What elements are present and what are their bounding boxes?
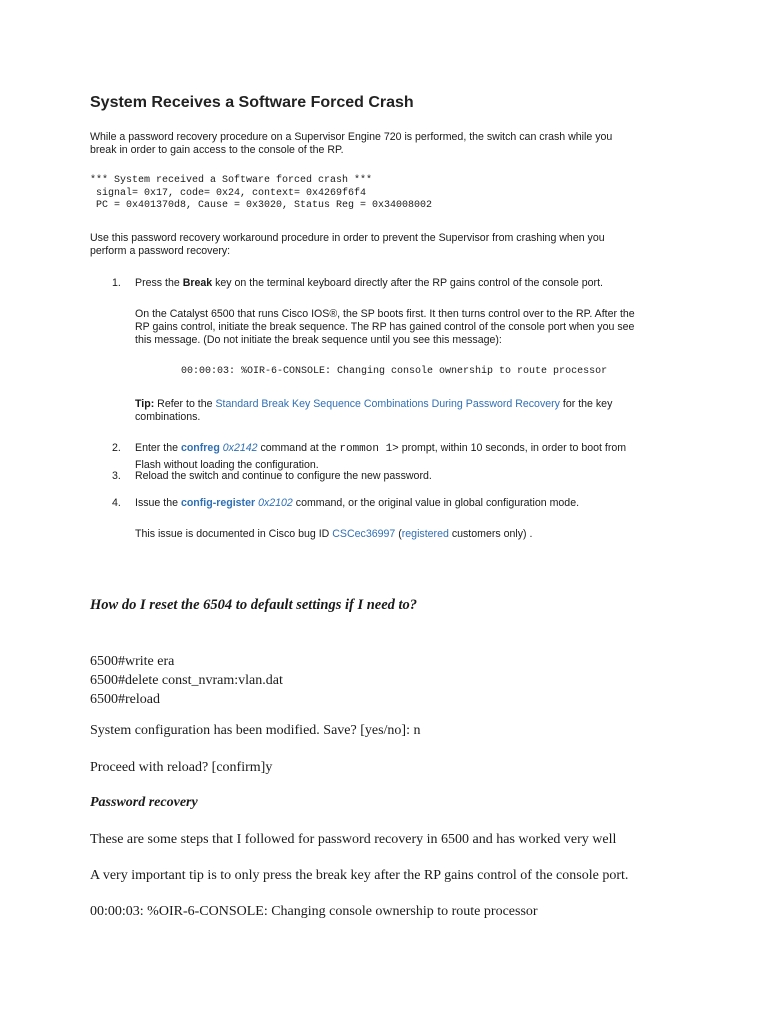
note-line-2: RP gains control, initiate the break sequence. The RP has gained control of the console port when you see bbox=[135, 321, 635, 333]
config-register-argument[interactable]: 0x2102 bbox=[258, 497, 293, 509]
workaround-paragraph bbox=[90, 232, 605, 258]
break-key-label: Break bbox=[182, 277, 213, 289]
tip-block bbox=[135, 398, 612, 424]
step-4-pre: Issue the bbox=[135, 497, 181, 509]
reset-commands bbox=[90, 652, 283, 709]
config-register-command[interactable]: config-register bbox=[180, 497, 256, 509]
tip-line-1 bbox=[135, 398, 612, 411]
bug-post: customers only) . bbox=[448, 528, 533, 540]
step-4-post: command, or the original value in global configuration mode. bbox=[292, 497, 580, 509]
tip-label: Tip: bbox=[135, 398, 155, 410]
save-prompt: System configuration has been modified. Save? [yes/no]: n bbox=[90, 723, 421, 738]
tip-pre: Refer to the bbox=[154, 398, 216, 410]
step-2-post: prompt, within 10 seconds, in order to boot from bbox=[398, 442, 627, 454]
confreg-argument[interactable]: 0x2142 bbox=[222, 442, 258, 454]
confreg-command[interactable]: confreg bbox=[180, 442, 220, 454]
step-4-text bbox=[135, 497, 579, 510]
rommon-prompt: rommon 1> bbox=[339, 443, 399, 455]
note-line-3: this message. (Do not initiate the break sequence until you see this message): bbox=[135, 334, 502, 346]
step-2-pre: Enter the bbox=[135, 442, 181, 454]
bug-id-link[interactable]: CSCec36997 bbox=[332, 528, 396, 540]
break-key-sequence-link[interactable]: Standard Break Key Sequence Combinations During Password Recovery bbox=[215, 398, 560, 410]
intro-line-2: break in order to gain access to the console of the RP. bbox=[90, 144, 344, 156]
bug-open: ( bbox=[395, 528, 402, 540]
step-1-note bbox=[135, 308, 635, 347]
command-reload: 6500#reload bbox=[90, 692, 160, 707]
command-delete-vlan: 6500#delete const_nvram:vlan.dat bbox=[90, 673, 283, 688]
password-recovery-heading: Password recovery bbox=[90, 795, 198, 810]
step-3-number: 3. bbox=[112, 470, 121, 482]
recovery-paragraph-2: A very important tip is to only press the break key after the RP gains control of the console port. bbox=[90, 868, 629, 883]
workaround-line-2: perform a password recovery: bbox=[90, 245, 231, 257]
step-1-pre: Press the bbox=[135, 277, 183, 289]
step-2-mid: command at the bbox=[257, 442, 340, 454]
reset-heading: How do I reset the 6504 to default settings if I need to? bbox=[90, 597, 418, 613]
step-4-number: 4. bbox=[112, 497, 121, 509]
page-title: System Receives a Software Forced Crash bbox=[90, 94, 414, 111]
tip-post: for the key bbox=[559, 398, 613, 410]
intro-paragraph bbox=[90, 131, 612, 157]
step-2-number: 2. bbox=[112, 442, 121, 454]
bug-note bbox=[135, 528, 532, 541]
step-2-line-2: Flash without loading the configuration. bbox=[135, 458, 319, 471]
command-write-erase: 6500#write era bbox=[90, 654, 175, 669]
step-1-text bbox=[135, 277, 603, 290]
step-1-number: 1. bbox=[112, 277, 121, 289]
workaround-line-1: Use this password recovery workaround procedure in order to prevent the Supervisor from crashing when you bbox=[90, 232, 605, 244]
step-1-post: key on the terminal keyboard directly after the RP gains control of the console port. bbox=[212, 277, 603, 289]
recovery-console-message: 00:00:03: %OIR-6-CONSOLE: Changing console ownership to route processor bbox=[90, 904, 538, 919]
step-2-text bbox=[135, 442, 626, 472]
bug-pre: This issue is documented in Cisco bug ID bbox=[135, 528, 333, 540]
proceed-prompt: Proceed with reload? [confirm]y bbox=[90, 760, 273, 775]
note-line-1: On the Catalyst 6500 that runs Cisco IOS®, the SP boots first. It then turns control over to the RP. After the bbox=[135, 308, 635, 320]
step-2-line-1 bbox=[135, 442, 626, 456]
intro-line-1: While a password recovery procedure on a Supervisor Engine 720 is performed, the switch can crash while you bbox=[90, 131, 613, 143]
crash-log: *** System received a Software forced crash *** signal= 0x17, code= 0x24, context= 0x4269f6f4 PC = 0x401370d8, Cause = 0x3020, Status Reg = 0x34008002 bbox=[90, 175, 433, 211]
registered-link[interactable]: registered bbox=[401, 528, 449, 540]
tip-line-2: combinations. bbox=[135, 411, 201, 423]
recovery-paragraph-1: These are some steps that I followed for password recovery in 6500 and has worked very well bbox=[90, 832, 617, 847]
console-message: 00:00:03: %OIR-6-CONSOLE: Changing console ownership to route processor bbox=[181, 366, 608, 377]
step-3-text: Reload the switch and continue to configure the new password. bbox=[135, 470, 432, 482]
